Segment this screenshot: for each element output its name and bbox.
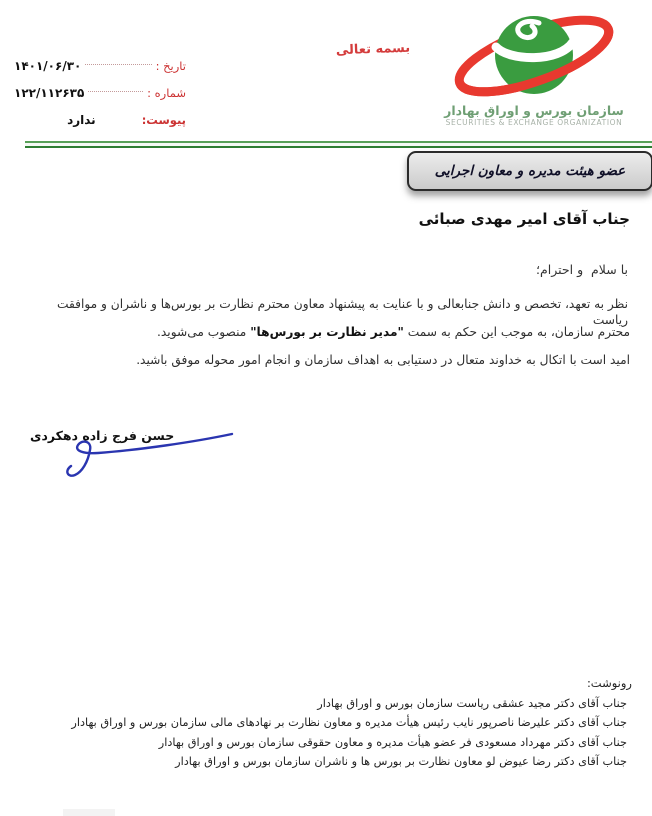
closing-line: امید است با اتکال به خداوند متعال در دستیابی به اهداف سازمان و انجام امور محوله موفق باشید. <box>136 353 630 367</box>
org-logo-block <box>425 10 643 127</box>
addressee-name: جناب آقای امیر مهدی صبائی <box>418 210 630 228</box>
cc-item: جناب آقای دکتر مجید عشقی ریاست سازمان بورس و اوراق بهادار <box>317 697 627 710</box>
date-row <box>14 52 186 79</box>
appointment-title: "مدیر نظارت بر بورس‌ها" <box>250 325 404 339</box>
org-logo-icon <box>449 10 619 102</box>
number-value: ۱۲۲/۱۱۲۶۳۵ <box>14 85 85 100</box>
cc-item: جناب آقای دکتر مهرداد مسعودی فر عضو هیأت مدیره و معاون حقوقی سازمان بورس و اوراق بهادار <box>158 735 627 749</box>
body-line-2-pre: محترم سازمان، به موجب این حکم به سمت <box>403 325 630 339</box>
date-value: ۱۴۰۱/۰۶/۳۰ <box>14 58 82 73</box>
body-line-2 <box>26 324 630 340</box>
position-badge <box>407 151 652 191</box>
number-row <box>14 79 186 106</box>
cc-item: جناب آقای دکتر علیرضا ناصرپور نایب رئیس هیأت مدیره و معاون نظارت بر نهادهای مالی سازمان بورس و اوراق بهادار <box>71 716 627 730</box>
bismillah-text: بسمه تعالی <box>335 40 411 59</box>
body-line-1: نظر به تعهد، تخصص و دانش جنابعالی و با عنایت به پیشنهاد معاون محترم نظارت بر بورس‌ها و ناشران و موافقت ریاست <box>56 297 628 327</box>
attachment-label: پیوست: <box>141 112 186 127</box>
cc-list <box>20 694 627 771</box>
signer-name: حسن فرج زاده دهکردی <box>30 428 175 443</box>
body-line-2-post: منصوب می‌شوید. <box>157 325 251 339</box>
dotted-leader <box>88 90 143 92</box>
date-label: تاریخ : <box>155 58 186 73</box>
org-name-fa: سازمان بورس و اوراق بهادار <box>444 103 624 118</box>
header-separator-line <box>25 141 652 148</box>
cc-item: جناب آقای دکتر رضا عیوض لو معاون نظارت بر بورس ها و ناشران سازمان بورس و اوراق بهادار <box>175 754 627 768</box>
position-badge-title: عضو هیئت مدیره و معاون اجرایی <box>434 163 626 179</box>
salutation-text: با سلام و احترام؛ <box>536 262 628 277</box>
org-name-en: SECURITIES & EXCHANGE ORGANIZATION <box>445 118 623 127</box>
attachment-value: ندارد <box>67 112 96 127</box>
attachment-row <box>14 106 186 133</box>
cc-label: رونوشت: <box>586 676 632 690</box>
number-label: شماره : <box>147 85 186 100</box>
scan-artifact <box>63 809 115 816</box>
letter-meta-block <box>14 52 186 133</box>
dotted-leader <box>85 63 151 65</box>
